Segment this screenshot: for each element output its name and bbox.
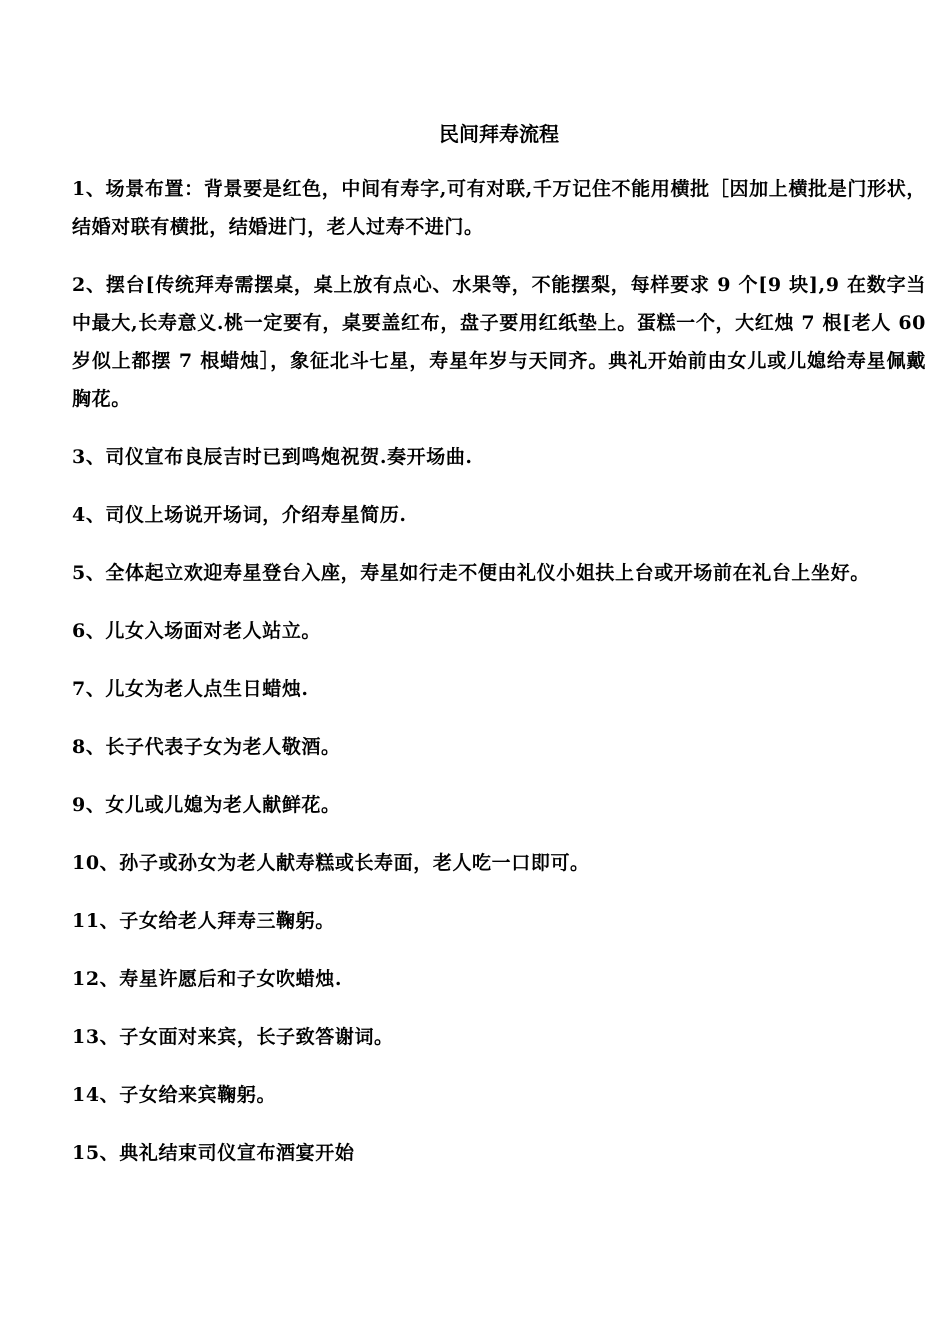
step-item-3: 3、司仪宣布良辰吉时已到鸣炮祝贺.奏开场曲. [72, 446, 473, 468]
step-item-12: 12、寿星许愿后和子女吹蜡烛. [72, 968, 343, 990]
step-item-6: 6、儿女入场面对老人站立。 [72, 620, 322, 642]
step-item-11: 11、子女给老人拜寿三鞠躬。 [72, 910, 335, 932]
step-item-15: 15、典礼结束司仪宣布酒宴开始 [72, 1142, 355, 1164]
step-item-8: 8、长子代表子女为老人敬酒。 [72, 736, 341, 758]
step-item-2: 2、摆台[传统拜寿需摆桌，桌上放有点心、水果等，不能摆梨，每样要求 9 个[9 块],9 在数字当中最大,长寿意义.桃一定要有，桌要盖红布，盘子要用红纸垫上。蛋糕一个，大红烛 7 根[老人 60 岁似上都摆 7 根蜡烛］，象征北斗七星，寿星年岁与天同齐。典礼开始前由女儿或儿媳给寿星佩戴胸花。 [72, 274, 926, 410]
step-item-9: 9、女儿或儿媳为老人献鲜花。 [72, 794, 341, 816]
step-item-4: 4、司仪上场说开场词，介绍寿星简历. [72, 504, 407, 526]
step-item-7: 7、儿女为老人点生日蜡烛. [72, 678, 309, 700]
step-item-13: 13、子女面对来宾，长子致答谢词。 [72, 1026, 394, 1048]
page-title: 民间拜寿流程 [439, 122, 559, 146]
step-item-5: 5、全体起立欢迎寿星登台入座，寿星如行走不便由礼仪小姐扶上台或开场前在礼台上坐好。 [72, 562, 870, 584]
step-item-1: 1、场景布置：背景要是红色，中间有寿字,可有对联,千万记住不能用横批［因加上横批是门形状，结婚对联有横批，结婚进门，老人过寿不进门。 [72, 178, 926, 238]
step-item-10: 10、孙子或孙女为老人献寿糕或长寿面，老人吃一口即可。 [72, 852, 590, 874]
step-item-14: 14、子女给来宾鞠躬。 [72, 1084, 277, 1106]
